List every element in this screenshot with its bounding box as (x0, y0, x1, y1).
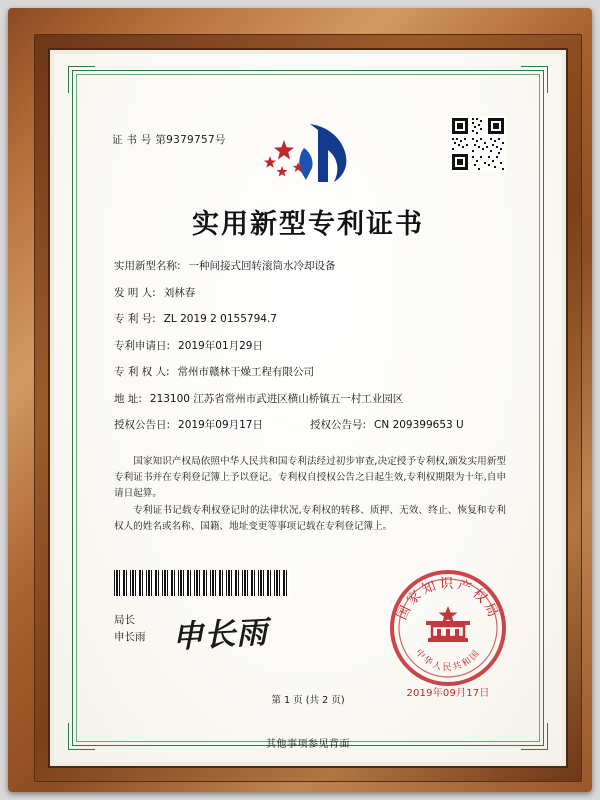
field-label: 授权公告日: (114, 419, 171, 431)
signature-labels (114, 612, 146, 646)
corner-ornament-top-right (521, 66, 548, 93)
page-number: 第 1 页 (共 2 页) (271, 695, 345, 706)
field-value: 常州市赣林干燥工程有限公司 (177, 366, 315, 378)
svg-text:国家知识产权局: 国家知识产权局 (393, 576, 503, 623)
paragraph-registry: 专利证书记载专利权登记时的法律状况,专利权的转移、质押、无效、终止、恢复和专利权人的姓名或名称、国籍、地址变更等事项记载在专利登记簿上。 (114, 505, 506, 532)
barcode (114, 570, 290, 596)
seal-date: 2019年09月17日 (406, 688, 490, 699)
field-row-address (114, 392, 504, 407)
certificate-number: 证 书 号 第9379757号 (112, 134, 226, 146)
field-row-grant-announcement (114, 418, 504, 433)
paragraph-grant: 国家知识产权局依照中华人民共和国专利法经过初步审查,决定授予专利权,颁发实用新型专利证书并在专利登记簿上予以登记。专利权自授权公告之日起生效,专利权期限为十年,自申请日起算。 (114, 456, 506, 499)
field-row-inventor (114, 286, 504, 301)
field-value: 一种间接式回转滚筒水冷却设备 (188, 260, 336, 272)
field-segment-announcement-number (310, 418, 464, 433)
field-label: 实用新型名称: (114, 260, 181, 272)
field-value: CN 209399653 U (374, 419, 464, 431)
field-value: ZL 2019 2 0155794.7 (163, 313, 277, 325)
footer-note: 其他事项参见背面 (266, 739, 350, 750)
field-row-patent-number (114, 312, 504, 327)
certificate-paper (54, 54, 562, 762)
field-value: 刘林春 (163, 286, 196, 299)
field-value: 2019年09月17日 (178, 419, 263, 431)
field-label: 发 明 人: (114, 286, 156, 299)
corner-ornament-top-left (68, 66, 95, 93)
field-label: 专 利 号: (114, 313, 156, 325)
qr-code-icon (450, 116, 506, 172)
field-value: 2019年01月29日 (178, 339, 263, 352)
field-label: 专利申请日: (114, 339, 171, 352)
signature-name-label: 申长雨 (114, 631, 146, 643)
field-row-invention-name (114, 259, 504, 274)
page-title: 实用新型专利证书 (192, 209, 424, 240)
handwritten-signature: 申长雨 (171, 614, 270, 656)
field-list (114, 259, 504, 445)
picture-frame-outer (8, 8, 592, 792)
field-row-application-date (114, 339, 504, 354)
official-seal-icon (386, 566, 510, 690)
field-value: 213100 江苏省常州市武进区横山桥镇五一村工业园区 (149, 392, 404, 405)
field-label: 专 利 权 人: (114, 366, 170, 378)
svg-text:中华人民共和国: 中华人民共和国 (413, 647, 483, 673)
signature-title-label: 局长 (114, 614, 135, 626)
field-label: 地 址: (114, 392, 142, 405)
field-segment-grant-date (114, 418, 310, 433)
field-row-patentee (114, 365, 504, 380)
legal-text-block (114, 454, 506, 536)
field-label: 授权公告号: (310, 419, 367, 431)
